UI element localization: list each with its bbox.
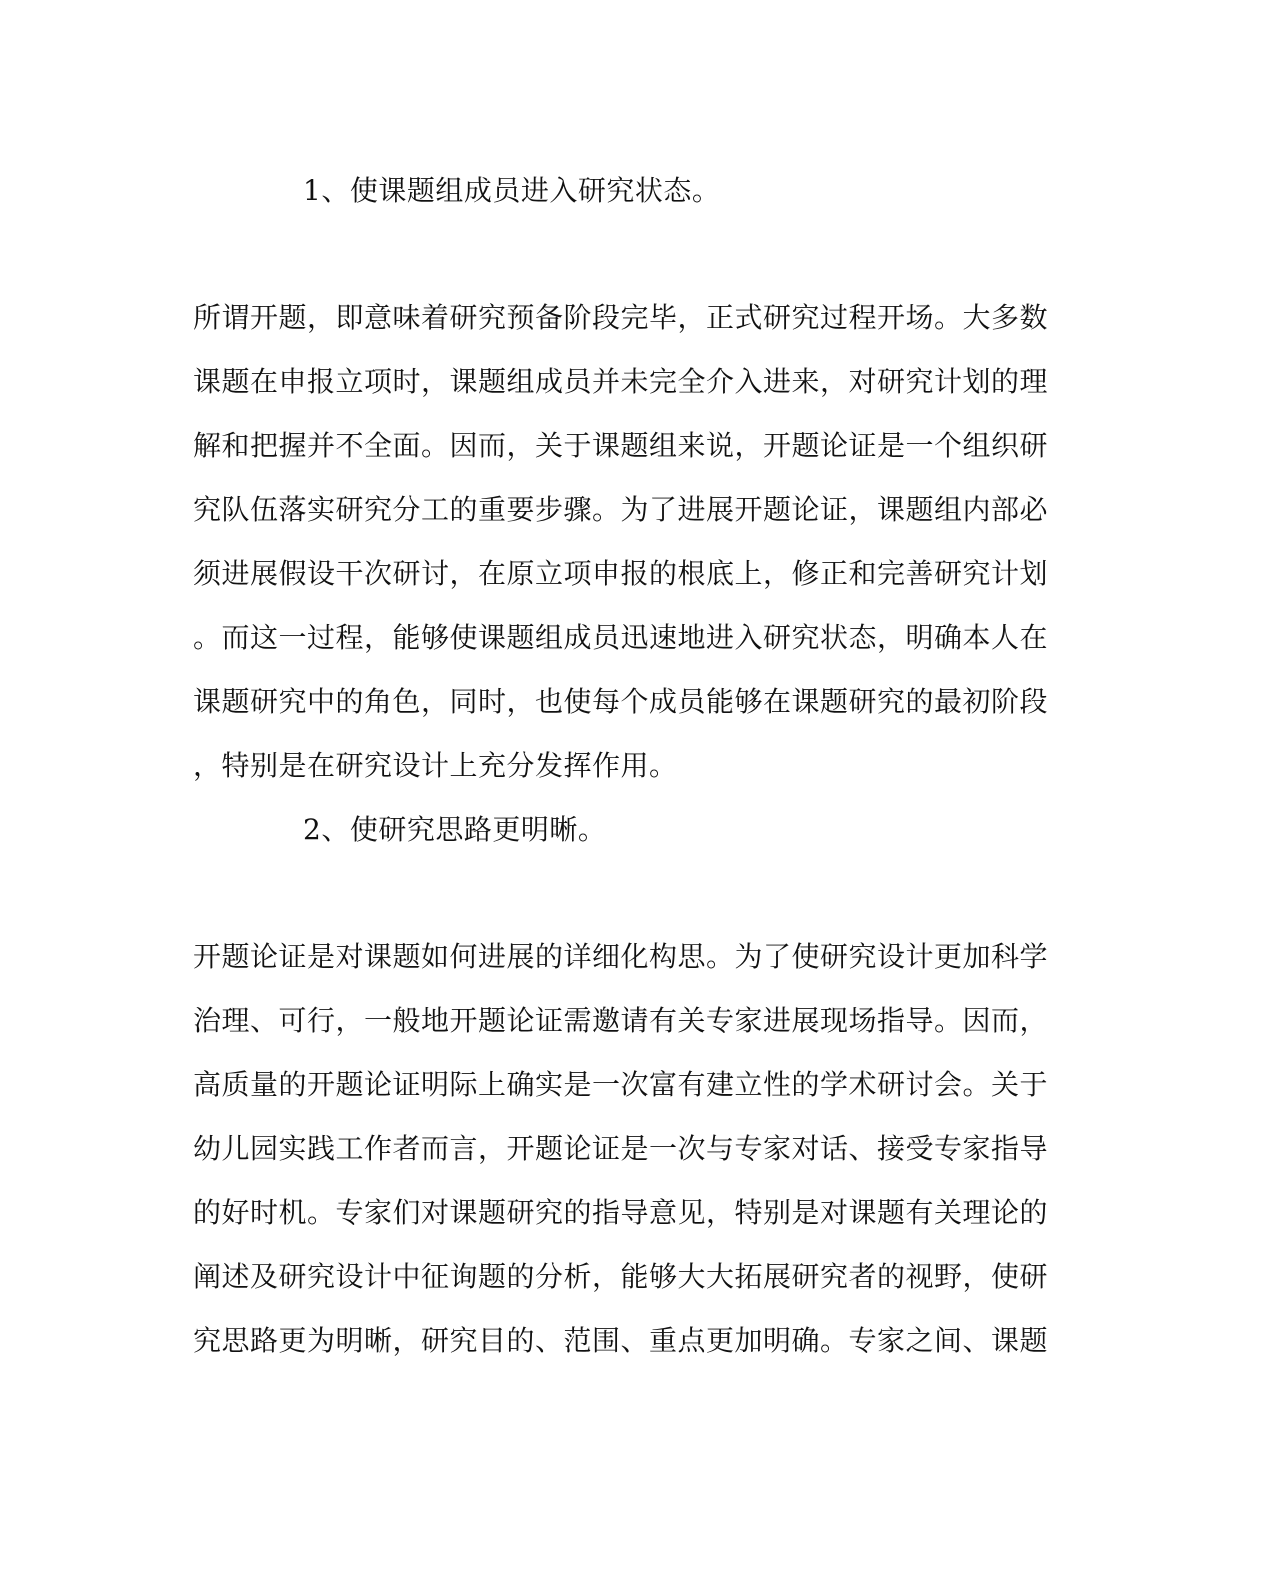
- paragraph-line: 须进展假设干次研讨，在原立项申报的根底上，修正和完善研究计划: [193, 557, 1049, 590]
- paragraph-line: 课题研究中的角色，同时，也使每个成员能够在课题研究的最初阶段: [193, 685, 1049, 718]
- paragraph-line: 所谓开题，即意味着研究预备阶段完毕，正式研究过程开场。大多数: [193, 301, 1049, 334]
- paragraph-line: 阐述及研究设计中征询题的分析，能够大大拓展研究者的视野，使研: [193, 1260, 1049, 1293]
- paragraph-line: 解和把握并不全面。因而，关于课题组来说，开题论证是一个组织研: [193, 429, 1049, 462]
- paragraph-line: 治理、可行，一般地开题论证需邀请有关专家进展现场指导。因而，: [193, 1004, 1049, 1037]
- paragraph-line: 究队伍落实研究分工的重要步骤。为了进展开题论证，课题组内部必: [193, 493, 1049, 526]
- paragraph-line: 的好时机。专家们对课题研究的指导意见，特别是对课题有关理论的: [193, 1196, 1049, 1229]
- paragraph-line: 课题在申报立项时，课题组成员并未完全介入进来，对研究计划的理: [193, 365, 1049, 398]
- paragraph-line: ，特别是在研究设计上充分发挥作用。: [193, 749, 678, 782]
- paragraph-line: 高质量的开题论证明际上确实是一次富有建立性的学术研讨会。关于: [193, 1068, 1049, 1101]
- paragraph-line: 开题论证是对课题如何进展的详细化构思。为了使研究设计更加科学: [193, 940, 1049, 973]
- section-heading-2: 2、使研究思路更明晰。: [303, 813, 607, 846]
- paragraph-line: 幼儿园实践工作者而言，开题论证是一次与专家对话、接受专家指导: [193, 1132, 1049, 1165]
- paragraph-line: 。而这一过程，能够使课题组成员迅速地进入研究状态，明确本人在: [193, 621, 1049, 654]
- paragraph-line: 究思路更为明晰，研究目的、范围、重点更加明确。专家之间、课题: [193, 1324, 1049, 1357]
- section-heading-1: 1、使课题组成员进入研究状态。: [303, 174, 721, 207]
